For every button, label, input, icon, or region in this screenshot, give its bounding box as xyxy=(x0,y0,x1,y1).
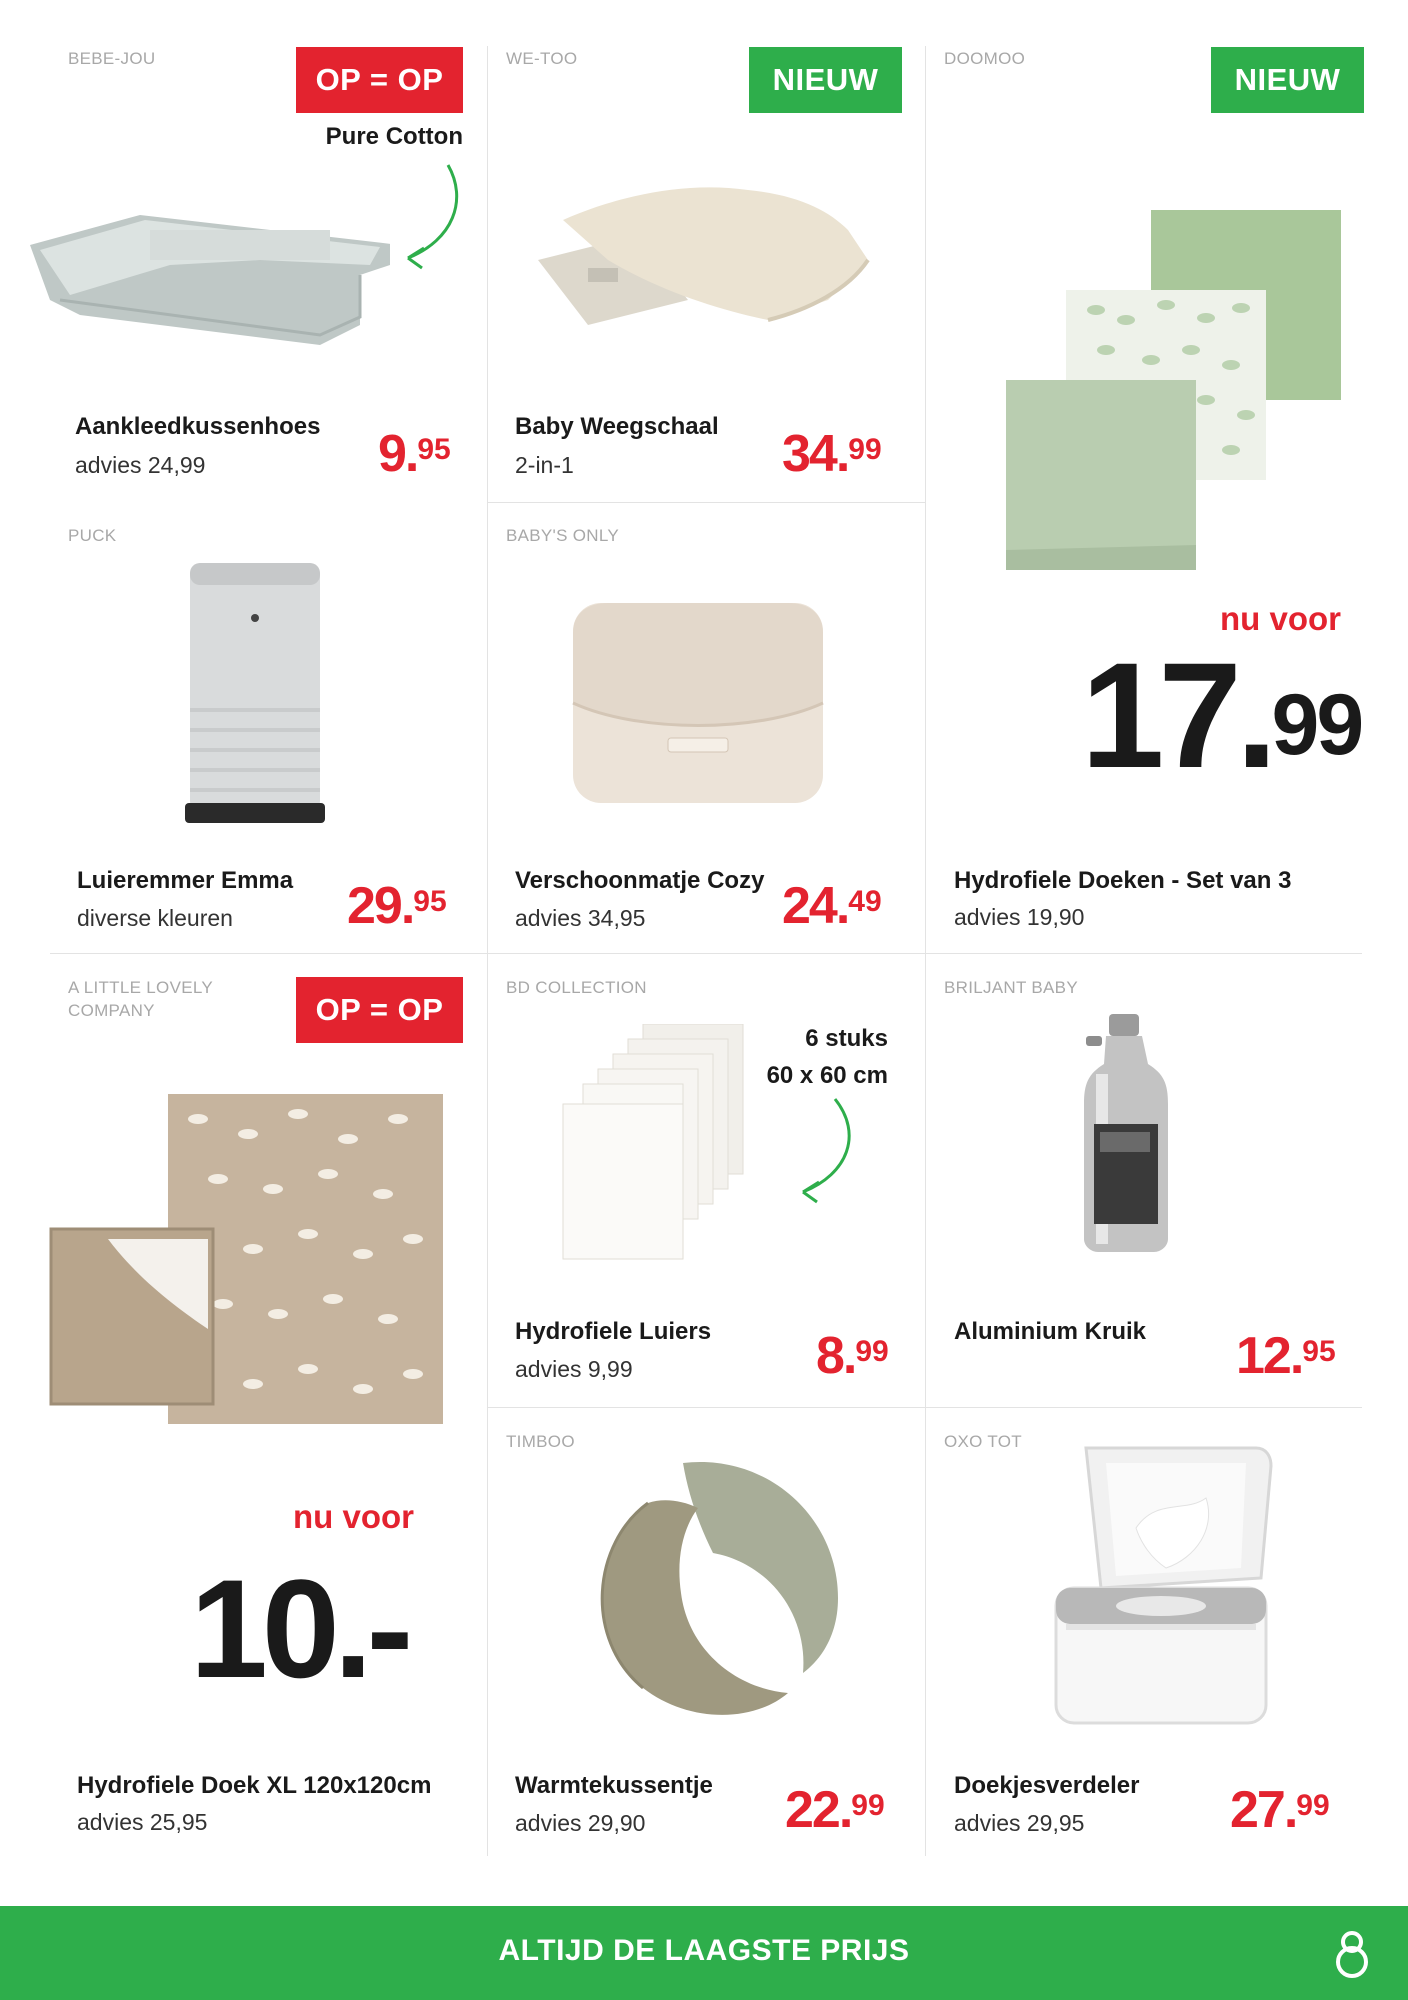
product-price: 12.95 xyxy=(1236,1327,1336,1385)
product-name: Luieremmer Emma xyxy=(77,867,294,894)
brand-label: BRILJANT BABY xyxy=(944,978,1078,997)
product-card-hydrofiele-doeken[interactable] xyxy=(926,0,1408,953)
product-name: Doekjesverdeler xyxy=(954,1772,1140,1799)
brand-label: BD COLLECTION xyxy=(506,978,647,997)
op-op-badge: OP = OP xyxy=(296,977,463,1043)
product-advice-price: advies 25,95 xyxy=(77,1809,208,1835)
big-price: 10.- xyxy=(190,1550,408,1707)
product-advice-price: advies 29,90 xyxy=(515,1810,646,1836)
changing-pad-image xyxy=(20,205,390,355)
product-subtitle: diverse kleuren xyxy=(77,905,233,931)
op-op-badge: OP = OP xyxy=(296,47,463,113)
product-card-hydrofiele-luiers[interactable] xyxy=(488,954,925,1406)
new-badge: NIEUW xyxy=(749,47,902,113)
product-name: Warmtekussentje xyxy=(515,1772,713,1799)
product-advice-price: advies 29,95 xyxy=(954,1810,1085,1836)
product-name: Hydrofiele Doeken - Set van 3 xyxy=(954,867,1292,894)
arrow-icon xyxy=(793,1094,863,1204)
muslin-blanket-image xyxy=(48,1089,448,1429)
product-name: Aankleedkussenhoes xyxy=(75,413,321,440)
new-badge: NIEUW xyxy=(1211,47,1364,113)
product-price: 27.99 xyxy=(1230,1781,1330,1839)
now-for-label: nu voor xyxy=(293,1498,414,1535)
brand-label: A LITTLE LOVELY COMPANY xyxy=(68,978,213,1020)
product-note: 6 stuks 60 x 60 cm xyxy=(766,1025,888,1089)
brand-label: BEBE-JOU xyxy=(68,49,156,68)
product-price: 9.95 xyxy=(378,425,451,483)
product-name: Aluminium Kruik xyxy=(954,1318,1147,1345)
product-name: Verschoonmatje Cozy xyxy=(515,867,765,894)
now-for-label: nu voor xyxy=(1220,600,1341,637)
product-card-hydrofiele-doek-xl[interactable] xyxy=(0,954,487,1864)
product-price: 34.99 xyxy=(782,425,882,483)
brand-label: TIMBOO xyxy=(506,1432,575,1451)
product-advice-price: advies 19,90 xyxy=(954,904,1085,930)
product-card-warmtekussentje[interactable] xyxy=(488,1408,925,1864)
product-price: 8.99 xyxy=(816,1327,889,1385)
brand-label: BABY'S ONLY xyxy=(506,526,619,545)
product-subtitle: 2-in-1 xyxy=(515,452,574,478)
product-price: 24.49 xyxy=(782,877,882,935)
product-card-luieremmer-emma[interactable] xyxy=(0,503,487,953)
brand-label: DOOMOO xyxy=(944,49,1026,68)
wipes-dispenser-image xyxy=(1046,1438,1276,1728)
product-card-doekjesverdeler[interactable] xyxy=(926,1408,1408,1864)
arrow-icon xyxy=(398,160,468,270)
hot-water-bottle-image xyxy=(1076,1014,1176,1254)
product-card-aluminium-kruik[interactable] xyxy=(926,954,1408,1406)
moon-pillow-image xyxy=(573,1448,853,1728)
product-card-verschoonmatje-cozy[interactable] xyxy=(488,503,925,953)
footer-slogan: ALTIJD DE LAAGSTE PRIJS xyxy=(498,1934,910,1967)
brand-label: PUCK xyxy=(68,526,117,545)
footer-banner xyxy=(0,1906,1408,2000)
product-price: 29.95 xyxy=(347,877,447,935)
scale-image xyxy=(528,180,888,340)
cloth-diapers-image xyxy=(558,1024,748,1264)
brand-label: OXO TOT xyxy=(944,1432,1022,1451)
product-name: Baby Weegschaal xyxy=(515,413,719,440)
product-advice-price: advies 34,95 xyxy=(515,905,646,931)
product-price: 22.99 xyxy=(785,1781,885,1839)
changing-mat-image xyxy=(568,593,828,813)
brand-logo-icon[interactable] xyxy=(1326,1926,1378,1980)
muslin-cloths-image xyxy=(976,200,1356,580)
product-card-aankleedkussenhoes[interactable] xyxy=(0,0,487,500)
product-card-baby-weegschaal[interactable] xyxy=(488,0,925,500)
big-price: 17.99 xyxy=(1081,631,1362,799)
product-name: Hydrofiele Doek XL 120x120cm xyxy=(77,1772,432,1799)
diaper-bin-image xyxy=(185,558,325,828)
product-advice-price: advies 9,99 xyxy=(515,1356,633,1382)
brand-label: WE-TOO xyxy=(506,49,578,68)
product-note: Pure Cotton xyxy=(325,123,463,150)
product-advice-price: advies 24,99 xyxy=(75,452,206,478)
product-name: Hydrofiele Luiers xyxy=(515,1318,712,1345)
